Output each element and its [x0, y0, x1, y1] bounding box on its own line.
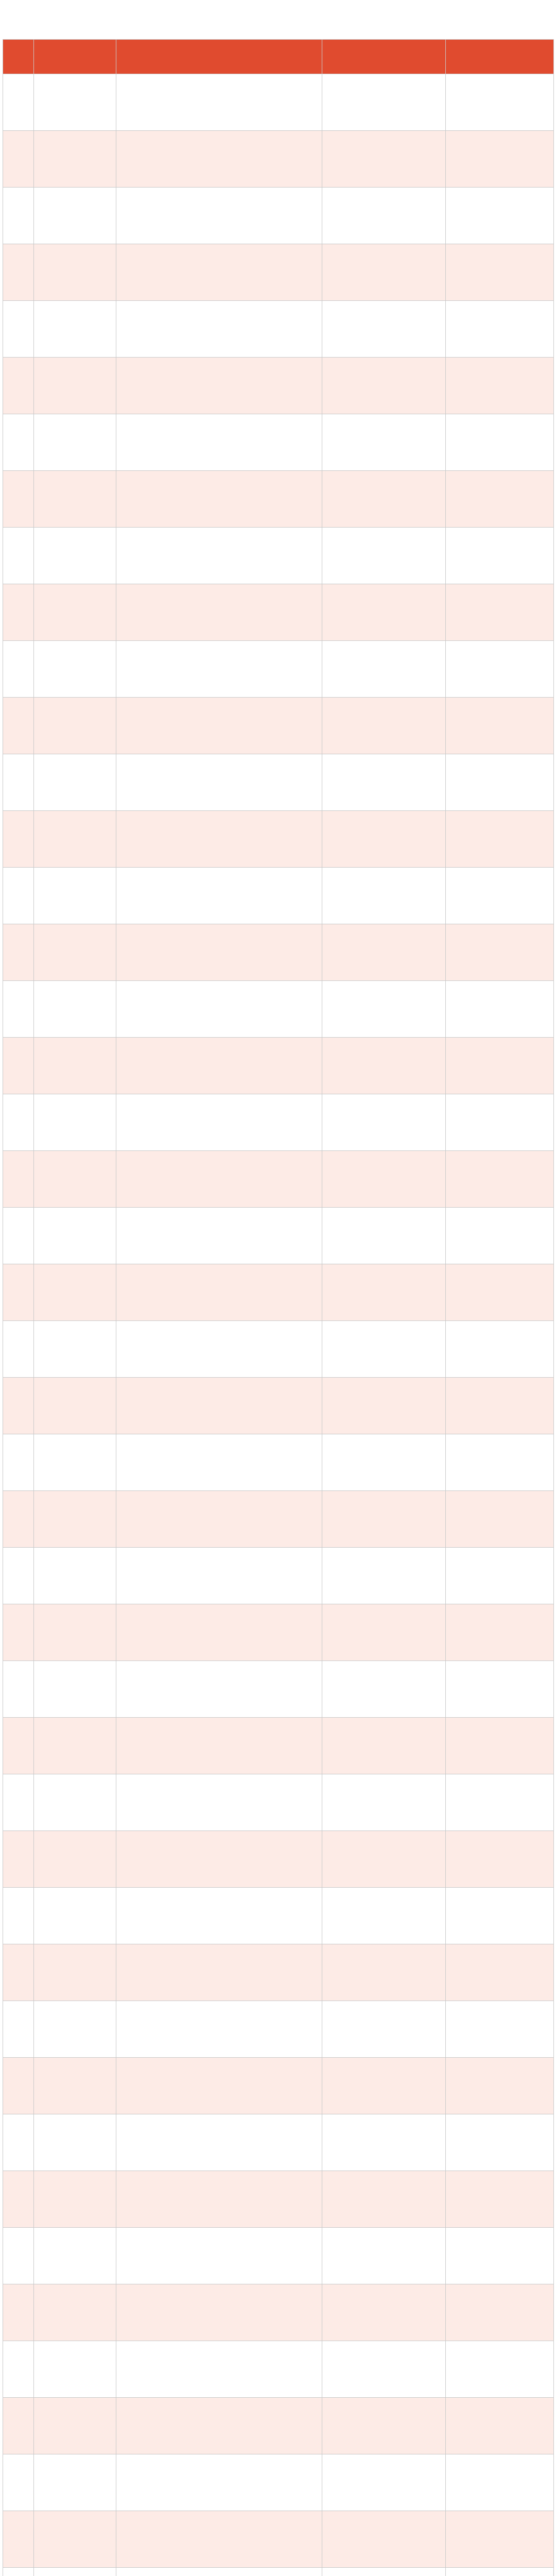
cell-venue	[446, 188, 554, 244]
cell-organizer	[322, 1831, 446, 1888]
cell-program	[116, 2058, 322, 2114]
table-row	[3, 2001, 554, 2058]
table-row	[3, 584, 554, 641]
cell-time	[34, 2171, 116, 2228]
cell-program	[116, 1208, 322, 1264]
cell-venue	[446, 301, 554, 358]
cell-program	[116, 2568, 322, 2576]
table-row	[3, 868, 554, 924]
cell-venue	[446, 1491, 554, 1548]
cell-time	[34, 811, 116, 868]
cell-no	[3, 1038, 34, 1094]
table-row	[3, 74, 554, 131]
cell-time	[34, 1038, 116, 1094]
cell-no	[3, 2058, 34, 2114]
cell-organizer	[322, 641, 446, 698]
schedule-table	[3, 39, 554, 2576]
cell-no	[3, 698, 34, 754]
table-row	[3, 471, 554, 528]
cell-time	[34, 1888, 116, 1944]
cell-organizer	[322, 1264, 446, 1321]
cell-no	[3, 358, 34, 414]
cell-organizer	[322, 188, 446, 244]
table-row	[3, 981, 554, 1038]
cell-no	[3, 981, 34, 1038]
cell-program	[116, 2228, 322, 2284]
table-header	[3, 40, 554, 74]
cell-no	[3, 528, 34, 584]
cell-organizer	[322, 1434, 446, 1491]
cell-time	[34, 188, 116, 244]
cell-organizer	[322, 2341, 446, 2398]
table-row	[3, 2454, 554, 2511]
cell-organizer	[322, 244, 446, 301]
cell-no	[3, 2398, 34, 2454]
table-row	[3, 1094, 554, 1151]
cell-program	[116, 1604, 322, 1661]
cell-organizer	[322, 2398, 446, 2454]
cell-time	[34, 74, 116, 131]
cell-organizer	[322, 2058, 446, 2114]
cell-organizer	[322, 1378, 446, 1434]
cell-venue	[446, 2568, 554, 2576]
cell-program	[116, 584, 322, 641]
cell-venue	[446, 2454, 554, 2511]
cell-program	[116, 698, 322, 754]
cell-venue	[446, 2171, 554, 2228]
cell-program	[116, 1888, 322, 1944]
cell-venue	[446, 641, 554, 698]
cell-no	[3, 2171, 34, 2228]
cell-organizer	[322, 1888, 446, 1944]
cell-no	[3, 1264, 34, 1321]
cell-no	[3, 1434, 34, 1491]
table-body	[3, 74, 554, 2576]
cell-time	[34, 584, 116, 641]
table-row	[3, 1264, 554, 1321]
cell-venue	[446, 1094, 554, 1151]
cell-venue	[446, 1321, 554, 1378]
cell-organizer	[322, 131, 446, 188]
cell-program	[116, 1548, 322, 1604]
cell-venue	[446, 2001, 554, 2058]
cell-time	[34, 868, 116, 924]
cell-time	[34, 471, 116, 528]
cell-time	[34, 1604, 116, 1661]
cell-organizer	[322, 1151, 446, 1208]
cell-venue	[446, 1604, 554, 1661]
cell-no	[3, 584, 34, 641]
cell-organizer	[322, 1038, 446, 1094]
cell-no	[3, 2114, 34, 2171]
table-row	[3, 131, 554, 188]
cell-venue	[446, 244, 554, 301]
cell-organizer	[322, 301, 446, 358]
cell-time	[34, 2511, 116, 2568]
cell-program	[116, 1661, 322, 1718]
cell-time	[34, 754, 116, 811]
cell-time	[34, 2341, 116, 2398]
cell-venue	[446, 1661, 554, 1718]
cell-program	[116, 2398, 322, 2454]
table-row	[3, 1661, 554, 1718]
cell-time	[34, 1264, 116, 1321]
cell-organizer	[322, 1718, 446, 1774]
cell-no	[3, 2341, 34, 2398]
table-row	[3, 1434, 554, 1491]
table-row	[3, 641, 554, 698]
cell-organizer	[322, 1321, 446, 1378]
cell-program	[116, 131, 322, 188]
cell-organizer	[322, 1774, 446, 1831]
header-organizer	[322, 40, 446, 74]
table-row	[3, 358, 554, 414]
cell-time	[34, 2058, 116, 2114]
table-row	[3, 1151, 554, 1208]
cell-time	[34, 131, 116, 188]
cell-venue	[446, 358, 554, 414]
cell-venue	[446, 2398, 554, 2454]
cell-program	[116, 2511, 322, 2568]
cell-venue	[446, 131, 554, 188]
table-row	[3, 2398, 554, 2454]
cell-no	[3, 1491, 34, 1548]
cell-time	[34, 2114, 116, 2171]
cell-venue	[446, 584, 554, 641]
cell-no	[3, 244, 34, 301]
cell-organizer	[322, 584, 446, 641]
cell-no	[3, 301, 34, 358]
cell-venue	[446, 981, 554, 1038]
cell-organizer	[322, 2454, 446, 2511]
cell-no	[3, 1604, 34, 1661]
cell-no	[3, 868, 34, 924]
cell-organizer	[322, 981, 446, 1038]
table-row	[3, 2171, 554, 2228]
cell-venue	[446, 528, 554, 584]
cell-venue	[446, 1944, 554, 2001]
cell-venue	[446, 1208, 554, 1264]
cell-time	[34, 2398, 116, 2454]
cell-program	[116, 641, 322, 698]
cell-organizer	[322, 2284, 446, 2341]
cell-no	[3, 1208, 34, 1264]
table-row	[3, 1378, 554, 1434]
cell-time	[34, 1548, 116, 1604]
cell-time	[34, 1944, 116, 2001]
cell-organizer	[322, 528, 446, 584]
cell-no	[3, 131, 34, 188]
cell-organizer	[322, 868, 446, 924]
cell-time	[34, 2454, 116, 2511]
cell-no	[3, 1831, 34, 1888]
cell-time	[34, 1661, 116, 1718]
cell-time	[34, 2001, 116, 2058]
table-row	[3, 244, 554, 301]
cell-venue	[446, 1378, 554, 1434]
cell-organizer	[322, 2001, 446, 2058]
cell-no	[3, 641, 34, 698]
cell-program	[116, 2171, 322, 2228]
table-row	[3, 1548, 554, 1604]
cell-venue	[446, 1264, 554, 1321]
cell-no	[3, 2568, 34, 2576]
cell-venue	[446, 471, 554, 528]
table-row	[3, 2341, 554, 2398]
header-venue	[446, 40, 554, 74]
table-row	[3, 1718, 554, 1774]
table-row	[3, 2568, 554, 2576]
cell-time	[34, 414, 116, 471]
cell-program	[116, 244, 322, 301]
cell-no	[3, 1888, 34, 1944]
cell-organizer	[322, 2114, 446, 2171]
cell-time	[34, 1378, 116, 1434]
cell-program	[116, 414, 322, 471]
cell-venue	[446, 698, 554, 754]
cell-program	[116, 2114, 322, 2171]
table-row	[3, 2284, 554, 2341]
table-row	[3, 528, 554, 584]
cell-venue	[446, 1151, 554, 1208]
cell-time	[34, 244, 116, 301]
cell-program	[116, 1434, 322, 1491]
cell-organizer	[322, 811, 446, 868]
cell-program	[116, 1831, 322, 1888]
cell-program	[116, 1321, 322, 1378]
cell-no	[3, 2001, 34, 2058]
header-program	[116, 40, 322, 74]
table-row	[3, 1491, 554, 1548]
cell-program	[116, 188, 322, 244]
cell-time	[34, 1151, 116, 1208]
cell-program	[116, 2454, 322, 2511]
cell-venue	[446, 2114, 554, 2171]
cell-time	[34, 981, 116, 1038]
cell-no	[3, 74, 34, 131]
cell-no	[3, 2284, 34, 2341]
cell-program	[116, 528, 322, 584]
cell-organizer	[322, 358, 446, 414]
cell-program	[116, 74, 322, 131]
cell-program	[116, 471, 322, 528]
cell-program	[116, 1264, 322, 1321]
cell-program	[116, 1378, 322, 1434]
cell-time	[34, 358, 116, 414]
cell-venue	[446, 2284, 554, 2341]
cell-program	[116, 1718, 322, 1774]
cell-time	[34, 2228, 116, 2284]
cell-venue	[446, 924, 554, 981]
cell-no	[3, 1321, 34, 1378]
table-row	[3, 924, 554, 981]
header-no	[3, 40, 34, 74]
table-header-row	[3, 40, 554, 74]
cell-time	[34, 924, 116, 981]
page-title	[0, 9, 556, 39]
cell-program	[116, 1944, 322, 2001]
cell-program	[116, 868, 322, 924]
cell-no	[3, 471, 34, 528]
cell-organizer	[322, 698, 446, 754]
cell-venue	[446, 2228, 554, 2284]
table-row	[3, 188, 554, 244]
cell-no	[3, 924, 34, 981]
table-row	[3, 1888, 554, 1944]
cell-organizer	[322, 1944, 446, 2001]
cell-time	[34, 1491, 116, 1548]
table-row	[3, 2228, 554, 2284]
cell-organizer	[322, 754, 446, 811]
cell-program	[116, 2284, 322, 2341]
cell-no	[3, 1151, 34, 1208]
cell-time	[34, 2284, 116, 2341]
cell-no	[3, 188, 34, 244]
table-row	[3, 2511, 554, 2568]
cell-program	[116, 981, 322, 1038]
cell-time	[34, 1208, 116, 1264]
table-row	[3, 1831, 554, 1888]
cell-organizer	[322, 414, 446, 471]
table-row	[3, 2058, 554, 2114]
table-row	[3, 2114, 554, 2171]
cell-time	[34, 1434, 116, 1491]
cell-time	[34, 1094, 116, 1151]
table-row	[3, 414, 554, 471]
cell-venue	[446, 2511, 554, 2568]
cell-venue	[446, 1434, 554, 1491]
cell-program	[116, 1491, 322, 1548]
table-row	[3, 1038, 554, 1094]
cell-program	[116, 1094, 322, 1151]
cell-program	[116, 301, 322, 358]
cell-time	[34, 1321, 116, 1378]
cell-time	[34, 698, 116, 754]
cell-organizer	[322, 471, 446, 528]
cell-organizer	[322, 2568, 446, 2576]
cell-venue	[446, 74, 554, 131]
cell-program	[116, 754, 322, 811]
table-row	[3, 1774, 554, 1831]
cell-time	[34, 2568, 116, 2576]
cell-program	[116, 358, 322, 414]
cell-program	[116, 1038, 322, 1094]
cell-organizer	[322, 2511, 446, 2568]
cell-time	[34, 641, 116, 698]
cell-venue	[446, 2341, 554, 2398]
cell-venue	[446, 1774, 554, 1831]
cell-no	[3, 2454, 34, 2511]
table-row	[3, 1208, 554, 1264]
cell-time	[34, 528, 116, 584]
table-row	[3, 754, 554, 811]
cell-organizer	[322, 2228, 446, 2284]
cell-organizer	[322, 1661, 446, 1718]
cell-no	[3, 1378, 34, 1434]
cell-time	[34, 1831, 116, 1888]
table-row	[3, 811, 554, 868]
cell-organizer	[322, 924, 446, 981]
cell-time	[34, 1718, 116, 1774]
cell-organizer	[322, 2171, 446, 2228]
cell-no	[3, 1944, 34, 2001]
cell-venue	[446, 414, 554, 471]
cell-no	[3, 1718, 34, 1774]
cell-venue	[446, 1718, 554, 1774]
schedule-table-wrap	[3, 39, 553, 2576]
cell-venue	[446, 754, 554, 811]
cell-venue	[446, 2058, 554, 2114]
cell-no	[3, 811, 34, 868]
cell-no	[3, 414, 34, 471]
cell-organizer	[322, 1208, 446, 1264]
cell-time	[34, 1774, 116, 1831]
cell-venue	[446, 1548, 554, 1604]
cell-organizer	[322, 1094, 446, 1151]
cell-no	[3, 1661, 34, 1718]
cell-organizer	[322, 74, 446, 131]
table-row	[3, 1604, 554, 1661]
cell-program	[116, 924, 322, 981]
cell-no	[3, 1094, 34, 1151]
cell-no	[3, 2228, 34, 2284]
table-row	[3, 301, 554, 358]
cell-venue	[446, 1038, 554, 1094]
cell-time	[34, 301, 116, 358]
cell-program	[116, 1151, 322, 1208]
cell-no	[3, 754, 34, 811]
cell-program	[116, 811, 322, 868]
cell-program	[116, 1774, 322, 1831]
cell-program	[116, 2001, 322, 2058]
cell-program	[116, 2341, 322, 2398]
cell-organizer	[322, 1491, 446, 1548]
cell-venue	[446, 1888, 554, 1944]
cell-organizer	[322, 1604, 446, 1661]
cell-organizer	[322, 1548, 446, 1604]
cell-no	[3, 1548, 34, 1604]
header-time	[34, 40, 116, 74]
table-row	[3, 1321, 554, 1378]
cell-venue	[446, 868, 554, 924]
cell-no	[3, 2511, 34, 2568]
cell-no	[3, 1774, 34, 1831]
table-row	[3, 1944, 554, 2001]
cell-venue	[446, 1831, 554, 1888]
table-row	[3, 698, 554, 754]
cell-venue	[446, 811, 554, 868]
